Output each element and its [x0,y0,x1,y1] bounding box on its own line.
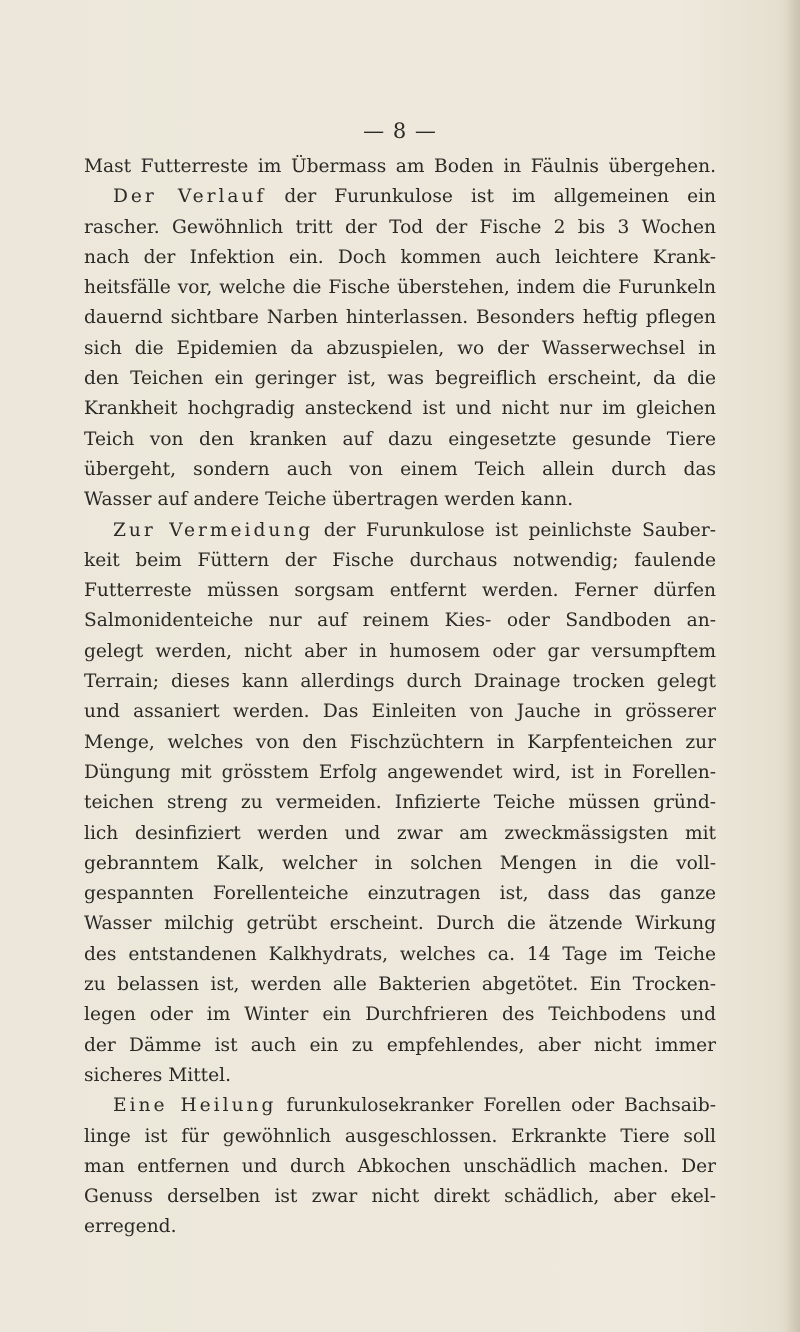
text-line: Genuss derselben ist zwar nicht direkt schädlich, aber ekel- [84,1186,716,1208]
text-line: Menge, welches von den Fischzüchtern in Karpfenteichen zur [84,731,716,753]
text-line: Futterreste müssen sorgsam entfernt werden. Ferner dürfen [84,580,716,602]
text-line: Mast Futterreste im Übermass am Boden in Fäulnis übergehen. [84,156,716,177]
text-line: lich desinfiziert werden und zwar am zweckmässigsten mit [84,822,716,844]
text-line: gespannten Forellenteiche einzutragen ist, dass das ganze [84,883,716,905]
text-line: sicheres Mittel. [84,1064,232,1086]
emphasized-term: Zur Vermeidung [113,519,314,541]
text-line: linge ist für gewöhnlich ausgeschlossen. Erkrankte Tiere soll [84,1125,716,1147]
text-line: gebranntem Kalk, welcher in solchen Mengen in die voll- [84,852,716,874]
text-line: Der Verlauf der Furunkulose ist im allgemeinen ein [113,186,716,208]
text-line: nach der Infektion ein. Doch kommen auch leichtere Krank- [84,246,716,268]
text-line: der Dämme ist auch ein zu empfehlendes, aber nicht immer [84,1034,716,1056]
text-line: heitsfälle vor, welche die Fische überstehen, indem die Furunkeln [84,277,716,299]
text-line: Düngung mit grösstem Erfolg angewendet wird, ist in Forellen- [84,761,716,783]
text-line: teichen streng zu vermeiden. Infizierte Teiche müssen gründ- [84,792,716,814]
text-line: Eine Heilung furunkulosekranker Forellen oder Bachsaib- [113,1095,716,1117]
text-line: zu belassen ist, werden alle Bakterien abgetötet. Ein Trocken- [84,974,716,996]
text-line: keit beim Füttern der Fische durchaus notwendig; faulende [84,549,716,571]
page-edge-shadow [786,0,800,1332]
text-line: Teich von den kranken auf dazu eingesetzte gesunde Tiere [84,428,716,450]
text-line: des entstandenen Kalkhydrats, welches ca. 14 Tage im Teiche [84,943,716,965]
text-line: legen oder im Winter ein Durchfrieren des Teichbodens und [84,1004,716,1026]
text-line: man entfernen und durch Abkochen unschädlich machen. Der [84,1155,716,1177]
text-line: Terrain; dieses kann allerdings durch Drainage trocken gelegt [84,671,716,693]
text-line: Krankheit hochgradig ansteckend ist und nicht nur im gleichen [84,398,716,420]
text-line: rascher. Gewöhnlich tritt der Tod der Fische 2 bis 3 Wochen [84,216,716,238]
text-line: Wasser milchig getrübt erscheint. Durch die ätzende Wirkung [84,913,716,935]
text-line: den Teichen ein geringer ist, was begreiflich erscheint, da die [84,368,716,390]
text-line: Wasser auf andere Teiche übertragen werden kann. [84,489,574,511]
text-line: Salmonidenteiche nur auf reinem Kies- oder Sandboden an- [84,610,716,632]
text-line: erregend. [84,1216,177,1238]
text-line: übergeht, sondern auch von einem Teich allein durch das [84,458,716,480]
text-line: und assaniert werden. Das Einleiten von Jauche in grösserer [84,701,716,723]
text-line: sich die Epidemien da abzuspielen, wo der Wasserwechsel in [84,337,716,359]
emphasized-term: Eine Heilung [113,1095,277,1117]
text-line: gelegt werden, nicht aber in humosem oder gar versumpftem [84,640,716,662]
page-number: — 8 — [363,119,437,143]
emphasized-term: Der Verlauf [113,186,267,208]
body-text [84,152,716,1243]
text-line: dauernd sichtbare Narben hinterlassen. Besonders heftig pflegen [84,307,716,329]
text-line: Zur Vermeidung der Furunkulose ist peinlichste Sauber- [113,519,716,541]
